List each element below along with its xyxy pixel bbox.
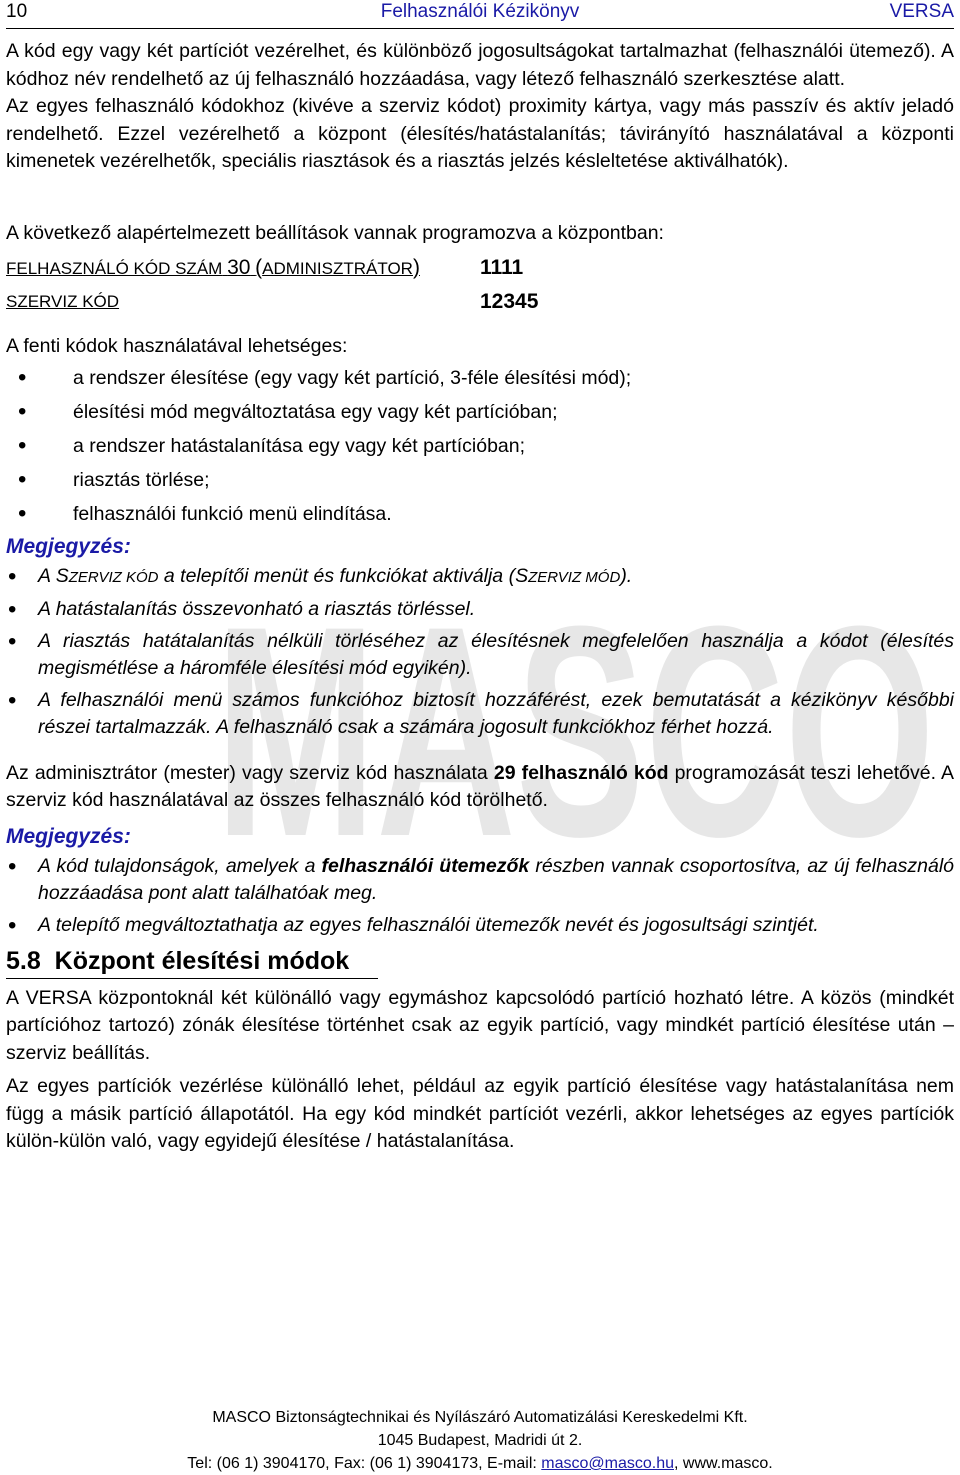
list-item: • a rendszer élesítése (egy vagy két partíció, 3-féle élesítési mód);	[6, 361, 954, 395]
paragraph-partition-control: Az egyes partíciók vezérlése különálló lehet, például az egyik partíció élesítése vagy hatástalanítása nem függ a másik partíció állapotától. Ha egy kód mindkét partíciót vezérli, akkor lehetséges az egyes partíciók külön-külön való, vagy egyidejű élesítése / hatástalanítása.	[6, 1075, 954, 1152]
note-heading: Megjegyzés:	[6, 824, 131, 848]
svg-text:MASCO: MASCO	[215, 620, 935, 860]
default-codes-table	[6, 251, 954, 319]
list-item: • A telepítő megváltoztathatja az egyes felhasználói ütemezők nevét és jogosultsági szintjét.	[6, 912, 954, 939]
page-header	[6, 0, 954, 29]
paragraph-partitions: A VERSA központoknál két különálló vagy egymáshoz kapcsolódó partíció hozható létre. A közös (mindkét partícióhoz tartozó) zónák élesítése történhet csak az egyik partíció, vagy mindkét partíció élesítése után – szerviz beállítás.	[6, 986, 954, 1064]
default-code-label: SZERVIZ KÓD	[6, 292, 120, 312]
paragraph-defaults-intro: A következő alapértelmezett beállítások vannak programozva a központban:	[6, 221, 664, 244]
email-link[interactable]: masco@masco.hu	[541, 1455, 675, 1472]
footer-address: 1045 Budapest, Madridi út 2.	[377, 1432, 583, 1449]
paragraph-admin-code: Az adminisztrátor (mester) vagy szerviz kód használata 29 felhasználó kód programozását teszi lehetővé. A szerviz kód használatával az összes felhasználó kód törölhető.	[6, 761, 955, 811]
list-item: • A felhasználói menü számos funkcióhoz biztosít hozzáférést, ezek bemutatását a kézikönyv későbbi részei tartalmazzák. A felhasználó csak a számára jogosult funkciókhoz férhet hozzá.	[6, 687, 954, 741]
list-item: • A hatástalanítás összevonható a riasztás törléssel.	[6, 596, 954, 623]
list-item: • A kód tulajdonságok, amelyek a felhasználói ütemezők részben vannak csoportosítva, az új felhasználó hozzáadása pont alatt találhatóak meg.	[6, 853, 954, 907]
default-code-row	[6, 251, 954, 285]
footer-contact: Tel: (06 1) 3904170, Fax: (06 1) 3904173, E-mail: masco@masco.hu, www.masco.	[187, 1455, 773, 1472]
page-number: 10	[6, 1, 28, 22]
section-heading: 5.8 Központ élesítési módok	[6, 944, 378, 979]
list-item: • A riasztás hatátalanítás nélküli törléséhez az élesítésnek megfelelően használja a kódot (élesítés megismétlése a háromféle élesítési mód egyikén).	[6, 628, 954, 682]
paragraph-proximity: Az egyes felhasználó kódokhoz (kivéve a szerviz kódot) proximity kártya, vagy más passzív és aktív jeladó rendelhető. Ezzel vezérelhető a központ (élesítés/hatástalanítás; távirányító használatával a központi kimenetek vezérelhetők, speciális riasztások és a riasztás jelzés késleltetése aktiválhatók).	[6, 95, 954, 172]
notes-list	[6, 853, 954, 939]
default-code-label: FELHASZNÁLÓ KÓD SZÁM 30 (ADMINISZTRÁTOR)	[6, 255, 420, 279]
note-heading: Megjegyzés:	[6, 534, 131, 558]
page-footer	[0, 1406, 960, 1475]
list-item: • riasztás törlése;	[6, 463, 954, 497]
default-code-row	[6, 285, 954, 319]
header-title: Felhasználói Kézikönyv	[380, 1, 580, 22]
header-product: VERSA	[889, 1, 954, 22]
notes-list	[6, 563, 954, 741]
usage-list	[6, 361, 954, 531]
paragraph-code-partitions: A kód egy vagy két partíciót vezérelhet, és különböző jogosultságokat tartalmazhat (felhasználói ütemező). A kódhoz név rendelhető az új felhasználó hozzáadása, vagy létező felhasználó szerkesztése alatt.	[6, 40, 954, 90]
footer-company: MASCO Biztonságtechnikai és Nyílászáró Automatizálási Kereskedelmi Kft.	[212, 1409, 748, 1426]
main-content	[6, 38, 954, 1156]
paragraph-usage-intro: A fenti kódok használatával lehetséges:	[6, 335, 348, 357]
list-item: • A SZERVIZ KÓD a telepítői menüt és funkciókat aktiválja (SZERVIZ MÓD).	[6, 563, 954, 591]
list-item: • a rendszer hatástalanítása egy vagy két partícióban;	[6, 429, 954, 463]
list-item: • felhasználói funkció menü elindítása.	[6, 497, 954, 531]
default-code-value: 1111	[480, 256, 524, 280]
list-item: • élesítési mód megváltoztatása egy vagy két partícióban;	[6, 395, 954, 429]
default-code-value: 12345	[480, 290, 539, 314]
